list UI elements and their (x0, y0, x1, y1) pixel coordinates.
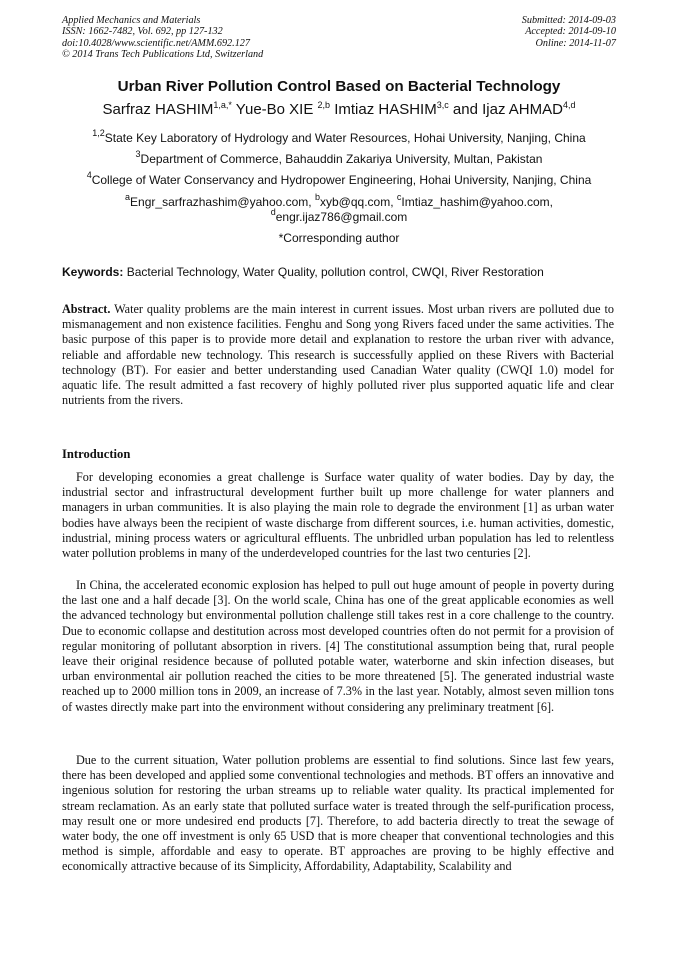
author-affiliation-mark: 1,a,* (213, 100, 232, 110)
author-name: Yue-Bo XIE (235, 101, 318, 118)
author-affiliation-mark: 3,c (436, 100, 449, 110)
journal-header-right (522, 15, 616, 49)
submitted-date: Submitted: 2014-09-03 (521, 15, 616, 26)
abstract-label: Abstract. (62, 302, 111, 316)
corresponding-author-note: *Corresponding author (278, 231, 400, 245)
section-heading-introduction: Introduction (62, 447, 131, 461)
affiliation-text: State Key Laboratory of Hydrology and Water Resources, Hohai University, Nanjing, China (104, 131, 586, 145)
email-mark: a (125, 192, 131, 202)
journal-copyright: © 2014 Trans Tech Publications Ltd, Switzerland (62, 49, 264, 61)
journal-doi: doi:10.4028/www.scientific.net/AMM.692.127 (62, 37, 250, 49)
email-mark: b (314, 192, 320, 202)
affiliation-2 (0, 149, 678, 166)
email-line-1 (0, 192, 678, 209)
paragraph-text: For developing economies a great challenge is Surface water quality of water bodies. Day by day, the industrial sector and infrastructural development further built up more challenge for water planners and managers in urban communities. It is also playing the main role to degrade the environment [1] as urban water bodies have always been the recipient of waste discharge from different sources, i.e. human activities, domestic, industrial, mining process waters or agricultural effluents. The unbridled urban population has led to relentless water pollution problems in many of the underdeveloped countries for the last two centuries [2]. (62, 470, 614, 561)
email-b[interactable]: xyb@qq.com, (320, 195, 397, 209)
affiliation-text: College of Water Conservancy and Hydropower Engineering, Hohai University, Nanjing, China (91, 173, 592, 187)
paragraph-text: Due to the current situation, Water pollution problems are essential to find solutions. Since last few years, there has been developed and applied some conventional technologies and methods. BT offers an innovative and ingenious solution for restoring the urban streams up to reliable water quality. Its practical implemented for stream reclamation. As an early state that polluted surface water is treated through the self-purification process, may result one or more undesired end products [7]. Therefore, to add bacteria directly to treat the sewage of water body, the one off investment is only 65 USD that is more cheaper that conventional technologies and this method is simple, affordable and easy to operate. BT approaches are proving to be highly effective and economically attractive because of its Simplicity, Affordability, Adaptability, Scalability and (62, 753, 614, 874)
abstract (62, 302, 614, 408)
affiliation-1 (0, 128, 678, 145)
online-date: Online: 2014-11-07 (535, 37, 616, 49)
journal-header-left (62, 15, 263, 61)
journal-name: Applied Mechanics and Materials (62, 15, 201, 26)
author-name: Ijaz AHMAD (482, 101, 563, 118)
keywords-label: Keywords: (62, 265, 124, 279)
affiliation-mark: 4 (86, 170, 92, 180)
author-conjunction: and (452, 101, 478, 118)
introduction-paragraph-3 (62, 753, 614, 875)
email-a[interactable]: Engr_sarfrazhashim@yahoo.com, (130, 195, 315, 209)
author-affiliation-mark: 2,b (317, 100, 331, 110)
introduction-paragraph-2 (62, 578, 614, 715)
accepted-date: Accepted: 2014-09-10 (525, 26, 616, 38)
email-d[interactable]: engr.ijaz786@gmail.com (275, 210, 408, 224)
author-name: Sarfraz HASHIM (102, 101, 214, 118)
journal-issn: ISSN: 1662-7482, Vol. 692, pp 127-132 (62, 26, 223, 38)
keywords (62, 265, 544, 279)
email-mark: c (396, 192, 402, 202)
paper-title: Urban River Pollution Control Based on Bacterial Technology (117, 78, 561, 95)
affiliation-mark: 1,2 (92, 128, 105, 138)
author-affiliation-mark: 4,d (562, 100, 576, 110)
affiliation-3 (0, 170, 678, 187)
keywords-text: Bacterial Technology, Water Quality, pollution control, CWQI, River Restoration (123, 265, 544, 279)
author-name: Imtiaz HASHIM (334, 101, 437, 118)
introduction-paragraph-1 (62, 470, 614, 561)
affiliation-mark: 3 (135, 149, 141, 159)
email-c[interactable]: Imtiaz_hashim@yahoo.com, (401, 195, 553, 209)
paragraph-text: In China, the accelerated economic explosion has helped to pull out huge amount of people in poverty during the last one and a half decade [3]. On the world scale, China has one of the great applicable economies as well the advanced technology but environmental pollution challenge still takes rest in a core challenge to the country. Due to economic collapse and destitution across most developed countries often do not permit for a provision of regular monitoring of pollutant absorption in rivers. [4] The constitutional assumption being that, rural people leave their original residence because of polluted potable water, waterborne and skin infection diseases, but urban environmental air pollution reached the cities to be more threatened [5]. The generated industrial waste reached up to 2000 million tons in 2009, an increase of 7.3% in the last year. Notably, almost seven million tons of wastes directly make part into the environment without considering any preliminary treatment [6]. (62, 578, 614, 714)
email-line-2 (0, 207, 678, 224)
author-list (0, 101, 678, 118)
affiliation-text: Department of Commerce, Bahauddin Zakariya University, Multan, Pakistan (140, 152, 543, 166)
email-mark: d (270, 207, 276, 217)
abstract-text: Water quality problems are the main interest in current issues. Most urban rivers are polluted due to mismanagement and non existence facilities. Fenghu and Song yong Rivers faced under the same activities. The basic purpose of this paper is to provide more detail and explanation to restore the urban river with advance, reliable and affordable new technology. This research is successfully applied on these Rivers with Bacterial technology (BT). For easier and better understanding used Canadian Water quality (CWQI 1.0) model for aquatic life. The result admitted a fast recovery of highly polluted river plus supported aquatic life and clear nutrients from the rivers. (62, 302, 614, 408)
